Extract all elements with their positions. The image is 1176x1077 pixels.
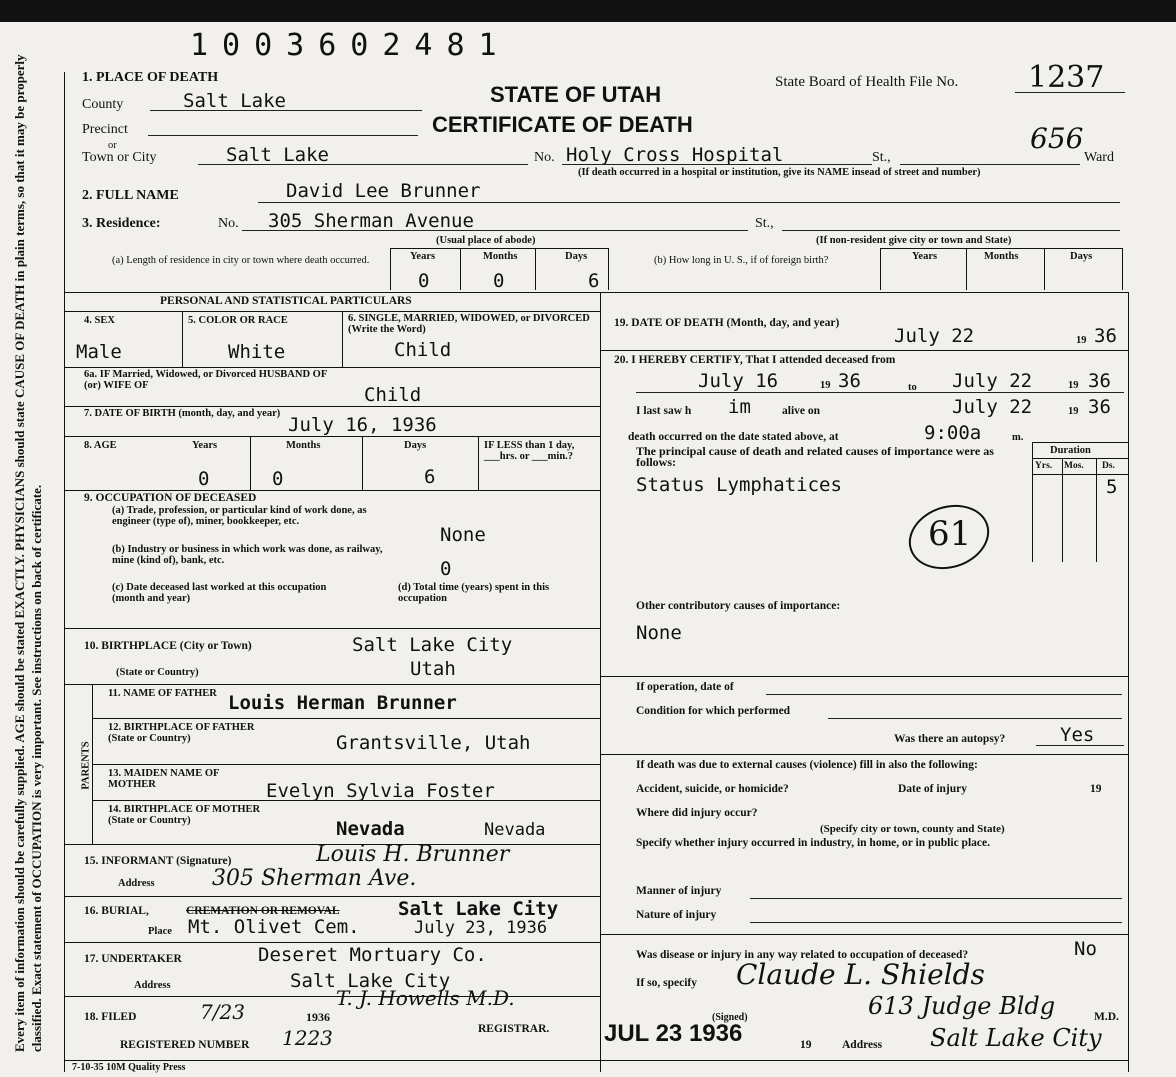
age-v3 [478, 436, 479, 490]
duration-mos-header: Mos. [1064, 461, 1084, 471]
condition-rule [828, 718, 1122, 719]
occupation-c-label: (c) Date deceased last worked at this occupation (month and year) [112, 582, 327, 604]
rule-after-birthplace [64, 684, 600, 685]
registrar-signature: T. J. Howells M.D. [336, 986, 515, 1010]
burial-city: Salt Lake City [398, 898, 559, 920]
county-value: Salt Lake [183, 90, 286, 112]
occupation-d-label: (d) Total time (years) spent in this occupation [398, 582, 550, 604]
occupation-related-label: Was disease or injury in any way related to occupation of deceased? [636, 949, 969, 961]
sex-value: Male [76, 341, 122, 363]
foreign-box-v1 [966, 248, 967, 290]
foreign-days-header: Days [1070, 251, 1093, 262]
color-marital-divider [342, 311, 343, 367]
registrar-label: REGISTRAR. [478, 1023, 550, 1035]
residence-st-rule [782, 230, 1120, 231]
signed-label: (Signed) [712, 1012, 748, 1023]
burial-label: 16. BURIAL, [84, 905, 149, 917]
birthplace-state-label: (State or Country) [116, 667, 199, 678]
age-days: 6 [424, 466, 436, 488]
undertaker-address: Salt Lake City [290, 970, 451, 992]
physician-address-label: Address [842, 1039, 883, 1051]
age-v2 [362, 436, 363, 490]
alive-on-label: alive on [782, 405, 821, 417]
cause-of-death: Status Lymphatices [636, 474, 842, 496]
rule-other-causes [600, 676, 1128, 677]
duration-header: Duration [1050, 445, 1091, 456]
burial-struck-option: CREMATION OR REMOVAL [186, 905, 340, 917]
last-saw-label: I last saw h [636, 405, 692, 417]
or-label: or [108, 140, 117, 151]
birthplace-state: Utah [410, 658, 456, 680]
duration-box-left [1032, 442, 1033, 562]
mother-label: 13. MAIDEN NAME OF MOTHER [108, 768, 220, 790]
form-footer: 7-10-35 10M Quality Press [72, 1062, 186, 1073]
mother-birthplace-typed: Nevada [484, 820, 546, 840]
res-days-header: Days [565, 251, 588, 262]
stamp-year-prefix: 19 [800, 1039, 812, 1051]
physician-city: Salt Lake City [930, 1024, 1102, 1052]
personal-heading: PERSONAL AND STATISTICAL PARTICULARS [160, 295, 412, 307]
death-year-prefix: 19 [1076, 335, 1087, 346]
street-no-label: No. [534, 150, 555, 165]
res-box-left [390, 248, 391, 290]
occupation-b-label: (b) Industry or business in which work was done, as railway, mine (kind of), bank, etc. [112, 544, 383, 566]
full-name-rule [258, 202, 1120, 203]
last-saw-pronoun: im [728, 396, 751, 418]
res-years-header: Years [410, 251, 436, 262]
mother-name: Evelyn Sylvia Foster [266, 780, 495, 802]
father-birthplace-label: 12. BIRTHPLACE OF FATHER (State or Country) [108, 722, 255, 744]
father-label: 11. NAME OF FATHER [108, 688, 217, 699]
res-months-header: Months [483, 251, 518, 262]
rule-after-occupation [64, 628, 600, 629]
rule-personal-top [64, 292, 1128, 293]
rule-undertaker [64, 996, 600, 997]
rule-death-date [600, 350, 1128, 351]
informant-address: 305 Sherman Ave. [212, 866, 417, 891]
attended-rule [636, 392, 1124, 393]
hospital-rule [562, 164, 872, 165]
from-year-prefix: 19 [820, 380, 831, 391]
frame-middle [600, 292, 601, 1072]
injury-date-label: Date of injury [898, 783, 967, 795]
father-birthplace: Grantsville, Utah [336, 732, 531, 754]
autopsy-rule [1036, 745, 1124, 746]
sidebar-instructions: Every item of information should be carefully supplied. AGE should be stated EXACTLY. PHYSICIANS should state CAUSE OF DEATH in plain terms, so that it may be properly classified. Exact statement of OCCUPATION is very important. See instructions on back of certificate. [12, 54, 44, 1052]
informant-address-label: Address [118, 878, 155, 889]
file-number-rule [1015, 92, 1125, 93]
rule-bottom [64, 1060, 1128, 1061]
birthplace-label: 10. BIRTHPLACE (City or Town) [84, 640, 252, 652]
full-name-label: 2. FULL NAME [82, 188, 179, 203]
age-v1 [250, 436, 251, 490]
occupation-related: No [1074, 938, 1097, 960]
rule-mother [92, 800, 600, 801]
where-injury-label: Where did injury occur? [636, 807, 758, 819]
undertaker-value: Deseret Mortuary Co. [258, 944, 487, 966]
death-date-label: 19. DATE OF DEATH (Month, day, and year) [614, 317, 840, 329]
res-box-right [608, 248, 609, 290]
file-number-secondary: 656 [1030, 122, 1084, 155]
father-name: Louis Herman Brunner [228, 692, 457, 714]
county-label: County [82, 97, 124, 112]
ward-label: Ward [1084, 150, 1114, 165]
res-months: 0 [493, 270, 505, 292]
time-of-death-label: death occurred on the date stated above, at [628, 431, 839, 443]
registered-number: 1223 [282, 1026, 333, 1050]
last-saw-date: July 22 [952, 396, 1033, 418]
death-date: July 22 [894, 325, 975, 347]
age-label: 8. AGE [84, 440, 117, 451]
file-number: 1237 [1028, 60, 1105, 95]
external-causes-label: If death was due to external causes (violence) fill in also the following: [636, 759, 978, 771]
attended-to: July 22 [952, 370, 1033, 392]
file-number-label: State Board of Health File No. [775, 74, 959, 90]
autopsy-label: Was there an autopsy? [894, 733, 1006, 745]
foreign-box-v2 [1044, 248, 1045, 290]
county-rule [150, 110, 422, 111]
dob-value: July 16, 1936 [288, 414, 437, 436]
street-label: St., [872, 150, 891, 165]
abode-note: (Usual place of abode) [436, 235, 536, 246]
industry-label: Specify whether injury occurred in industry, in home, or in public place. [636, 837, 990, 849]
md-label: M.D. [1094, 1011, 1119, 1023]
occupation-label: 9. OCCUPATION OF DECEASED [84, 492, 257, 504]
foreign-years-header: Years [912, 251, 938, 262]
accident-label: Accident, suicide, or homicide? [636, 783, 789, 795]
manner-rule [750, 898, 1122, 899]
specify-place-note: (Specify city or town, county and State) [820, 823, 1005, 835]
frame-left [64, 72, 65, 1072]
physician-address: 613 Judge Bldg [868, 992, 1056, 1020]
to-year-prefix: 19 [1068, 380, 1079, 391]
color-label: 5. COLOR OR RACE [188, 315, 288, 326]
res-box-v2 [535, 248, 536, 290]
rule-autopsy [600, 754, 1128, 755]
sex-label: 4. SEX [84, 315, 115, 326]
registered-number-label: REGISTERED NUMBER [120, 1039, 250, 1051]
filed-year: 1936 [306, 1010, 330, 1024]
occupation-a-label: (a) Trade, profession, or particular kind of work done, as engineer (type of), miner, bookkeeper, etc. [112, 505, 367, 527]
ward-rule [900, 164, 1080, 165]
occupation-a-value: None [440, 524, 486, 546]
certify-label: 20. I HEREBY CERTIFY, That I attended deceased from [614, 354, 896, 366]
nonresident-note: (If non-resident give city or town and State) [816, 235, 1012, 246]
mother-birthplace: Nevada [336, 818, 405, 840]
age-months: 0 [272, 468, 284, 490]
sex-color-divider [182, 311, 183, 367]
residence-rule [242, 230, 748, 231]
dob-label: 7. DATE OF BIRTH (month, day, and year) [84, 408, 281, 419]
less-than-day-label: IF LESS than 1 day, ___hrs. or ___min.? [484, 440, 575, 462]
rule-burial [64, 942, 600, 943]
res-days: 6 [588, 270, 600, 292]
last-saw-year-prefix: 19 [1068, 406, 1079, 417]
rule-personal-heading [64, 311, 600, 312]
foreign-box-left [880, 248, 881, 290]
time-meridiem-label: m. [1012, 432, 1024, 443]
cause-label: The principal cause of death and related causes of importance were as follows: [636, 444, 994, 469]
foreign-box-right [1122, 248, 1123, 290]
other-causes-label: Other contributory causes of importance: [636, 600, 841, 612]
manner-label: Manner of injury [636, 885, 722, 897]
residence-no-label: No. [218, 216, 239, 231]
age-days-header: Days [404, 440, 427, 451]
spouse-value: Child [364, 384, 422, 406]
nature-label: Nature of injury [636, 909, 717, 921]
parents-side-label: PARENTS [80, 741, 92, 790]
age-months-header: Months [286, 440, 321, 451]
duration-box-head [1032, 474, 1128, 475]
place-of-death-heading: 1. PLACE OF DEATH [82, 70, 219, 85]
condition-label: Condition for which performed [636, 705, 791, 717]
length-of-residence-label: (a) Length of residence in city or town where death occurred. [112, 255, 370, 266]
precinct-label: Precinct [82, 122, 128, 137]
occupation-b-value: 0 [440, 558, 452, 580]
rule-informant [64, 896, 600, 897]
hospital-name: Holy Cross Hospital [566, 144, 784, 166]
full-name-value: David Lee Brunner [286, 180, 481, 202]
certificate-title: CERTIFICATE OF DEATH [432, 112, 693, 137]
state-title: STATE OF UTAH [490, 82, 662, 107]
rule-nature [600, 934, 1128, 935]
autopsy-value: Yes [1060, 724, 1095, 746]
filed-date: 7/23 [200, 1000, 245, 1024]
informant-signature: Louis H. Brunner [316, 842, 510, 867]
to-label: to [908, 382, 917, 393]
marital-label: 6. SINGLE, MARRIED, WIDOWED, or DIVORCED (Write the Word) [348, 313, 590, 335]
rule-father-bp [92, 764, 600, 765]
death-year: 36 [1094, 325, 1117, 347]
physician-signature: Claude L. Shields [736, 958, 985, 991]
last-saw-year: 36 [1088, 396, 1111, 418]
burial-place-label: Place [148, 926, 172, 937]
rule-father [92, 718, 600, 719]
burial-date: July 23, 1936 [414, 918, 548, 938]
undertaker-address-label: Address [134, 980, 171, 991]
cause-code: 61 [928, 514, 972, 554]
foreign-birth-label: (b) How long in U. S., if of foreign birth? [654, 255, 829, 266]
duration-days: 5 [1106, 476, 1118, 498]
if-so-specify-label: If so, specify [636, 977, 698, 989]
time-of-death: 9:00a [924, 422, 982, 444]
foreign-months-header: Months [984, 251, 1019, 262]
received-date-stamp: JUL 23 1936 [604, 1020, 743, 1047]
informant-label: 15. INFORMANT (Signature) [84, 855, 232, 867]
residence-value: 305 Sherman Avenue [268, 210, 474, 232]
operation-label: If operation, date of [636, 681, 734, 693]
certificate-serial-number: 1003602481 [190, 28, 511, 63]
age-years-header: Years [192, 440, 218, 451]
injury-year-label: 19 [1090, 783, 1102, 795]
foreign-box-top [880, 248, 1122, 249]
mother-birthplace-label: 14. BIRTHPLACE OF MOTHER (State or Country) [108, 804, 261, 826]
attended-from-year: 36 [838, 370, 861, 392]
attended-to-year: 36 [1088, 370, 1111, 392]
duration-box-mid [1032, 458, 1128, 459]
nature-rule [750, 922, 1122, 923]
spouse-label: 6a. IF Married, Widowed, or Divorced HUSBAND OF (or) WIFE OF [84, 369, 327, 391]
precinct-rule [148, 135, 418, 136]
rule-after-spouse [64, 406, 600, 407]
town-rule [198, 164, 528, 165]
town-value: Salt Lake [226, 144, 329, 166]
filed-label: 18. FILED [84, 1011, 137, 1023]
operation-rule [766, 694, 1122, 695]
res-years: 0 [418, 270, 430, 292]
res-box-top [390, 248, 608, 249]
residence-st-label: St., [755, 216, 774, 231]
frame-right [1128, 292, 1129, 1072]
residence-label: 3. Residence: [82, 216, 161, 231]
birthplace-city: Salt Lake City [352, 634, 513, 656]
undertaker-label: 17. UNDERTAKER [84, 953, 182, 965]
attended-from: July 16 [698, 370, 779, 392]
res-box-v1 [460, 248, 461, 290]
color-value: White [228, 341, 286, 363]
rule-after-dob [64, 436, 600, 437]
town-label: Town or City [82, 150, 157, 165]
duration-yrs-header: Yrs. [1035, 461, 1053, 471]
rule-after-sex [64, 367, 600, 368]
burial-place: Mt. Olivet Cem. [188, 916, 360, 938]
institution-note: (If death occurred in a hospital or institution, give its NAME insead of street and number) [578, 167, 981, 178]
duration-box-top [1032, 442, 1128, 443]
other-causes: None [636, 622, 682, 644]
duration-ds-header: Ds. [1102, 461, 1115, 471]
age-years: 0 [198, 468, 210, 490]
rule-after-age [64, 490, 600, 491]
marital-value: Child [394, 339, 452, 361]
scan-top-edge [0, 0, 1176, 22]
